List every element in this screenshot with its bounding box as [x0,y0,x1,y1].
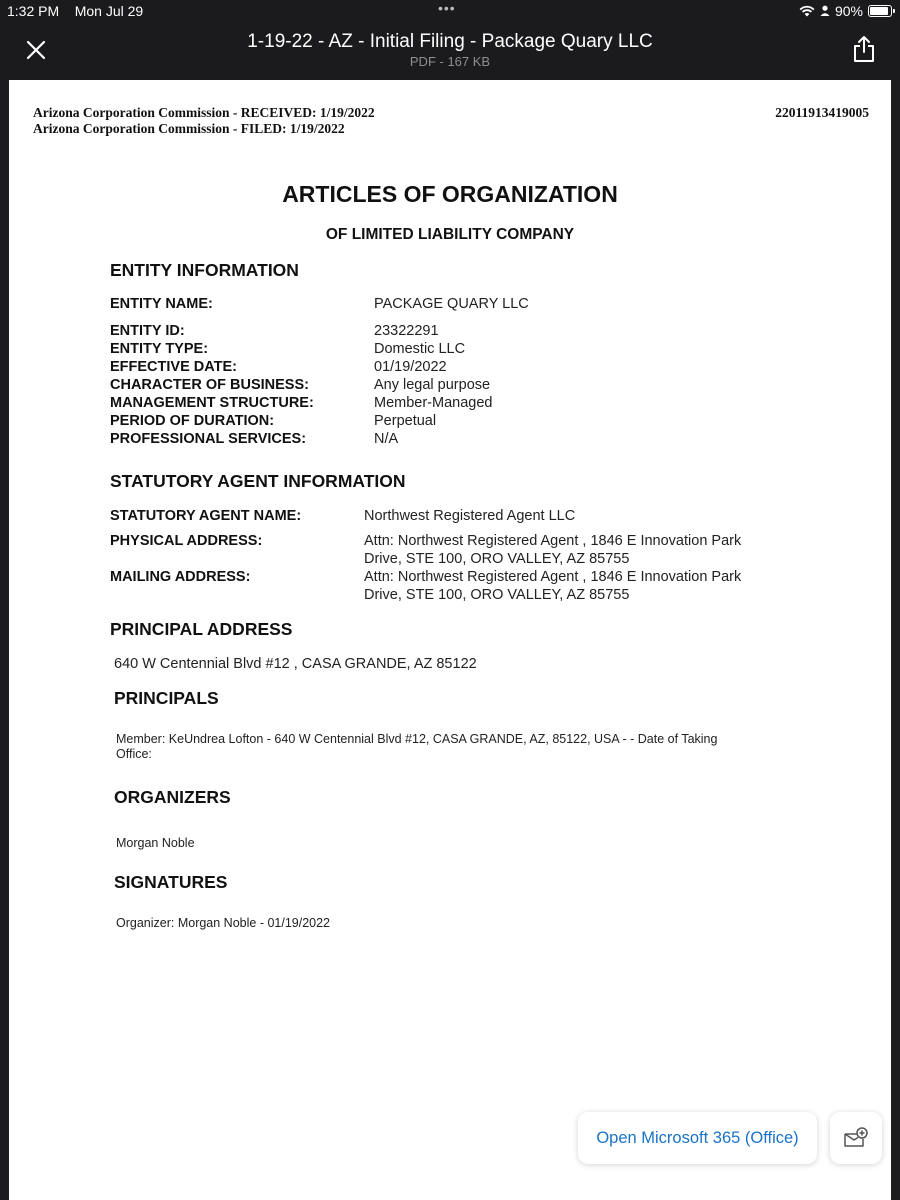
wifi-icon [799,5,815,17]
mailing-address-line1: Attn: Northwest Registered Agent , 1846 E Innovation Park [364,569,742,585]
physical-address-line1: Attn: Northwest Registered Agent , 1846 E Innovation Park [364,533,742,549]
articles-subtitle: OF LIMITED LIABILITY COMPANY [325,226,575,243]
physical-address-label: PHYSICAL ADDRESS: [110,533,263,549]
status-clock: 1:32 PM [7,3,60,19]
entity-type-value: Domestic LLC [374,341,466,357]
period-of-duration-value: Perpetual [374,413,437,429]
statutory-agent-heading: STATUTORY AGENT INFORMATION [110,471,406,491]
mailing-address-line2: Drive, STE 100, ORO VALLEY, AZ 85755 [364,587,630,603]
effective-date-label: EFFECTIVE DATE: [110,359,238,375]
document-number: 22011913419005 [775,105,869,120]
organizers-heading: ORGANIZERS [114,787,231,807]
entity-name-value: PACKAGE QUARY LLC [374,296,529,312]
mailing-address-label: MAILING ADDRESS: [110,569,251,585]
principal-address-value: 640 W Centennial Blvd #12 , CASA GRANDE, AZ 85122 [114,656,477,672]
articles-title: ARTICLES OF ORGANIZATION [282,181,618,207]
pdf-page[interactable] [9,80,891,1200]
status-time [7,3,143,19]
physical-address-line2: Drive, STE 100, ORO VALLEY, AZ 85755 [364,551,630,567]
character-of-business-value: Any legal purpose [374,377,491,393]
received-line: Arizona Corporation Commission - RECEIVED: 1/19/2022 [33,105,375,120]
principals-line2: Office: [116,747,152,761]
mail-add-icon [843,1127,869,1149]
signature-line: Organizer: Morgan Noble - 01/19/2022 [116,916,331,930]
person-icon [820,5,830,17]
period-of-duration-label: PERIOD OF DURATION: [110,413,275,429]
entity-id-label: ENTITY ID: [110,323,185,339]
effective-date-value: 01/19/2022 [374,359,447,375]
top-bar [0,0,900,78]
statutory-agent-name-label: STATUTORY AGENT NAME: [110,508,302,524]
character-of-business-label: CHARACTER OF BUSINESS: [110,377,309,393]
management-structure-value: Member-Managed [374,395,493,411]
entity-type-label: ENTITY TYPE: [110,341,209,357]
document-title: 1-19-22 - AZ - Initial Filing - Package Quary LLC [247,31,653,52]
open-microsoft-365-button[interactable]: Open Microsoft 365 (Office) [578,1112,817,1164]
battery-percent: 90% [834,3,863,19]
document-subtitle: PDF - 167 KB [409,54,491,69]
entity-id-value: 23322291 [374,323,439,339]
professional-services-value: N/A [374,431,399,447]
entity-information-heading: ENTITY INFORMATION [110,260,299,280]
filed-line: Arizona Corporation Commission - FILED: 1/19/2022 [33,121,345,136]
principals-heading: PRINCIPALS [114,688,219,708]
battery-icon [868,5,892,17]
status-right [799,3,892,19]
management-structure-label: MANAGEMENT STRUCTURE: [110,395,314,411]
signatures-heading: SIGNATURES [114,872,228,892]
principals-line1: Member: KeUndrea Lofton - 640 W Centennial Blvd #12, CASA GRANDE, AZ, 85122, USA - - Date of Taking [116,732,718,746]
principal-address-heading: PRINCIPAL ADDRESS [110,619,293,639]
professional-services-label: PROFESSIONAL SERVICES: [110,431,307,447]
organizer-name: Morgan Noble [116,836,195,850]
mail-add-button[interactable] [830,1112,882,1164]
statutory-agent-name-value: Northwest Registered Agent LLC [364,508,576,524]
share-icon[interactable] [850,34,878,64]
status-date: Mon Jul 29 [74,3,144,19]
entity-name-label: ENTITY NAME: [110,296,213,312]
multitasking-dots[interactable]: ••• [438,0,456,16]
